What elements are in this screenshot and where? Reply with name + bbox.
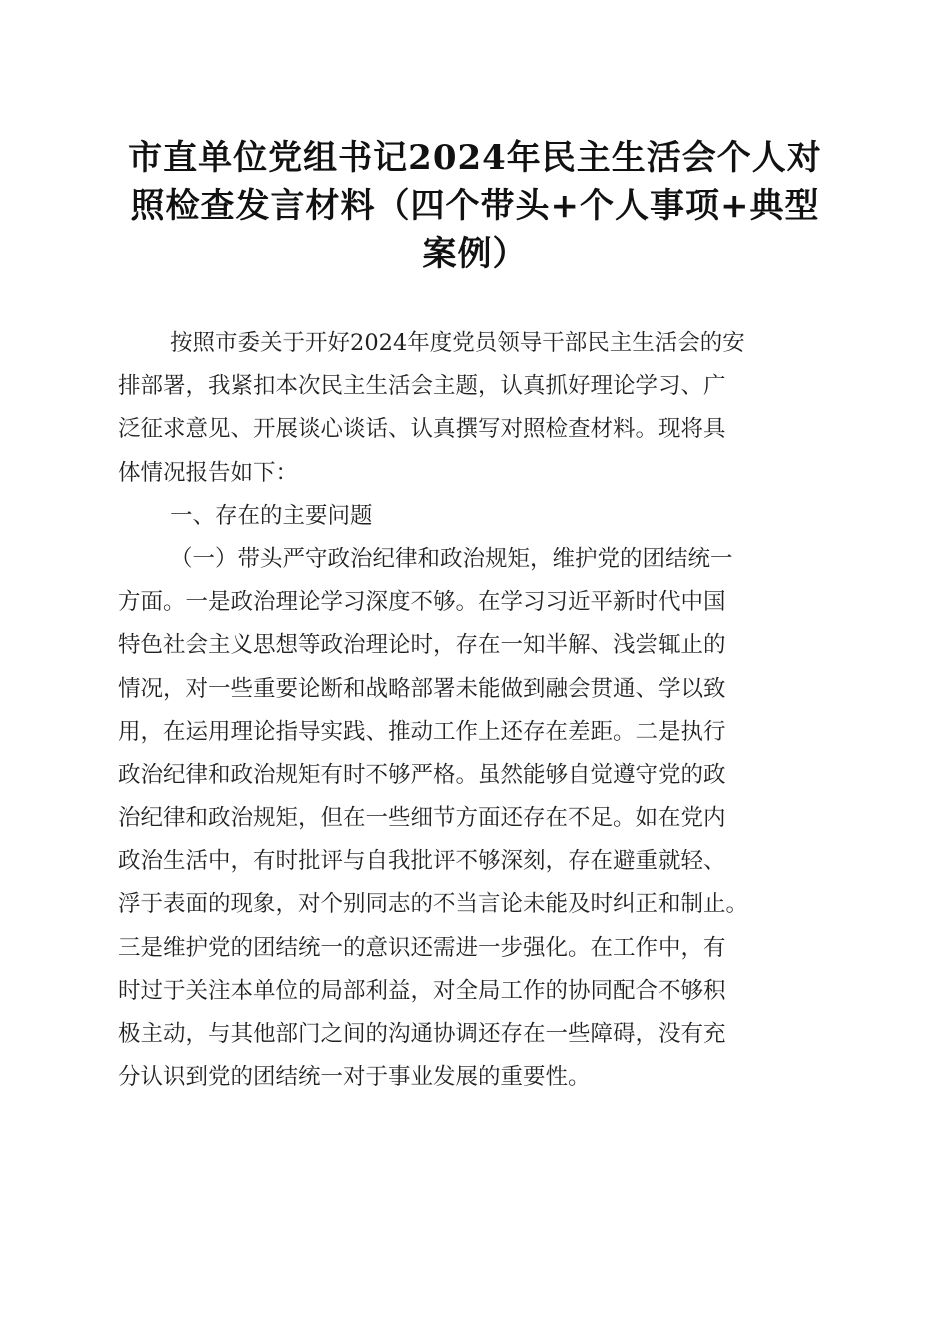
paragraph-line: （一）带头严守政治纪律和政治规矩，维护党的团结统一: [170, 545, 733, 572]
document-body: [118, 322, 838, 1099]
title-line: 照检查发言材料（四个带头+个人事项+典型: [130, 186, 820, 226]
paragraph-line: 用，在运用理论指导实践、推动工作上还存在差距。二是执行: [118, 718, 726, 745]
paragraph-line: 极主动，与其他部门之间的沟通协调还存在一些障碍，没有充: [118, 1021, 726, 1047]
paragraph-line: 方面。一是政治理论学习深度不够。在学习习近平新时代中国: [118, 589, 726, 616]
paragraph-line: 情况，对一些重要论断和战略部署未能做到融会贯通、学以致: [118, 675, 726, 702]
intro-line: 泛征求意见、开展谈心谈话、认真撰写对照检查材料。现将具: [118, 416, 726, 443]
title-line: 市直单位党组书记2024年民主生活会个人对: [128, 138, 822, 178]
intro-line: 按照市委关于开好2024年度党员领导干部民主生活会的安: [170, 330, 745, 356]
paragraph-line: 时过于关注本单位的局部利益，对全局工作的协同配合不够积: [118, 977, 726, 1004]
paragraph-line: 治纪律和政治规矩，但在一些细节方面还存在不足。如在党内: [118, 805, 726, 832]
paragraph-line: 特色社会主义思想等政治理论时，存在一知半解、浅尝辄止的: [118, 632, 726, 659]
paragraph-line: 分认识到党的团结统一对于事业发展的重要性。: [118, 1064, 591, 1091]
paragraph-line: 政治纪律和政治规矩有时不够严格。虽然能够自觉遵守党的政: [118, 761, 726, 788]
section-heading: 一、存在的主要问题: [170, 502, 373, 529]
paragraph-line: 三是维护党的团结统一的意识还需进一步强化。在工作中，有: [118, 934, 726, 961]
title-line: 案例）: [422, 234, 528, 274]
document-title: [118, 134, 832, 278]
intro-line: 排部署，我紧扣本次民主生活会主题，认真抓好理论学习、广: [118, 373, 726, 400]
paragraph-line: 政治生活中，有时批评与自我批评不够深刻，存在避重就轻、: [118, 848, 726, 875]
intro-line: 体情况报告如下：: [118, 459, 299, 486]
paragraph-line: 浮于表面的现象，对个别同志的不当言论未能及时纠正和制止。: [118, 891, 749, 918]
